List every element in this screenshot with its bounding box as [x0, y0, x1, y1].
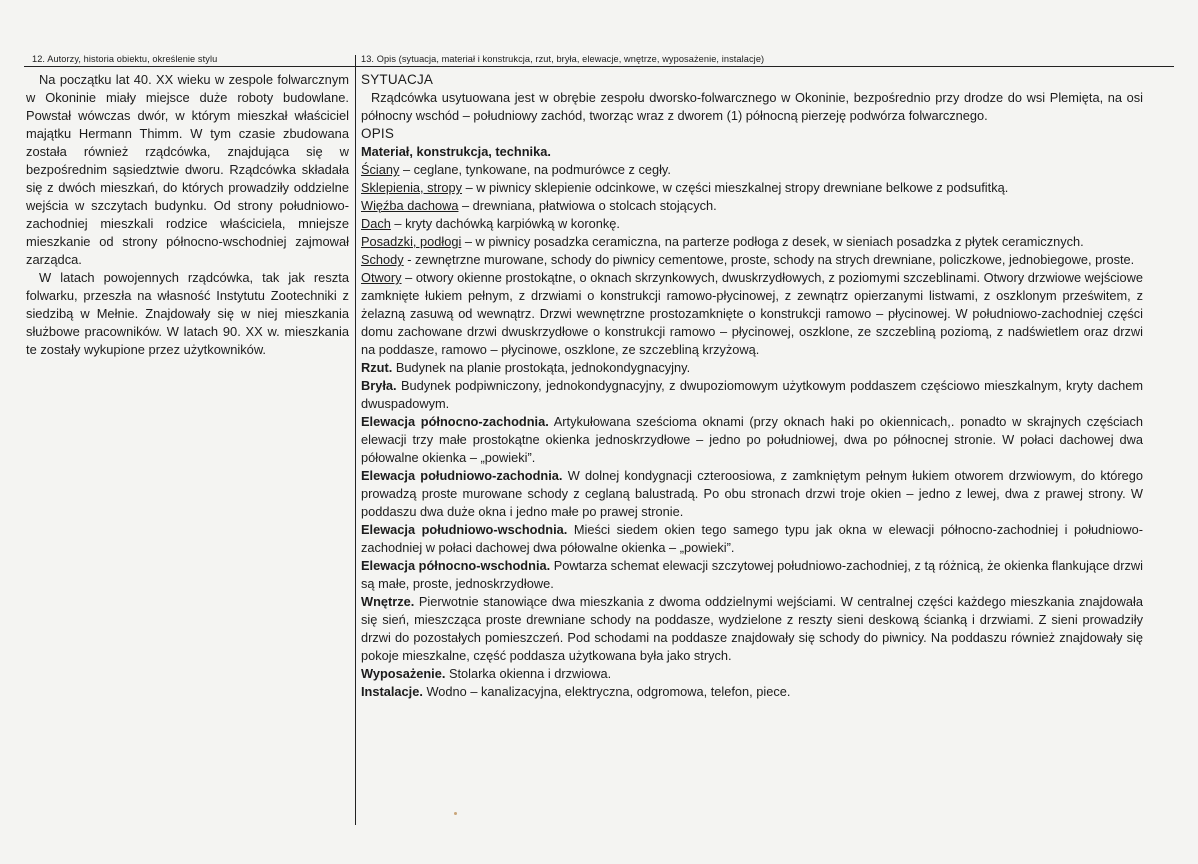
material-heading: Materiał, konstrukcja, technika. [361, 144, 551, 159]
section-elewacja-pd-wsch [361, 521, 1143, 557]
item-label: Więźba dachowa [361, 198, 459, 213]
section-label: Elewacja południowo-wschodnia. [361, 522, 568, 537]
header-rule [24, 66, 1174, 67]
sytuacja-text: Rządcówka usytuowana jest w obrębie zespołu dworsko-folwarcznego w Okoninie, bezpośrednio przy drodze do wsi Plemięta, na osi północny wschód – południowy zachód, tworząc wraz z dworem (1) północną pierzeję podwórza folwarcznego. [361, 90, 1143, 123]
item-text: – w piwnicy sklepienie odcinkowe, w części mieszkalnej stropy drewniane belkowe z podsufitką. [462, 180, 1009, 195]
item-text: – drewniana, płatwiowa o stolcach stojących. [458, 198, 717, 213]
sytuacja-heading: SYTUACJA [361, 72, 434, 87]
item-text: – ceglane, tynkowane, na podmurówce z cegły. [399, 162, 671, 177]
item-schody [361, 251, 1143, 269]
section-wyposazenie [361, 665, 1143, 683]
item-sklepienia [361, 179, 1143, 197]
item-posadzki [361, 233, 1143, 251]
item-text: - zewnętrzne murowane, schody do piwnicy cementowe, proste, schody na strych drewniane, policzkowe, jednobiegowe, proste. [403, 252, 1135, 267]
item-label: Schody [361, 252, 404, 267]
section-label: Elewacja północno-zachodnia. [361, 414, 549, 429]
section-label: Elewacja północno-wschodnia. [361, 558, 551, 573]
section-label: Elewacja południowo-zachodnia. [361, 468, 563, 483]
section-text: Powtarza schemat elewacji szczytowej południowo-zachodniej, z tą różnicą, że okienka flankujące drzwi są małe, proste, jednoskrzydłowe. [361, 558, 1143, 591]
section-text: W dolnej kondygnacji czteroosiowa, z zamkniętym pełnym łukiem otworem drzwiowym, do którego prowadzą proste murowane schody z ceglaną balustradą. Po obu stronach drzwi troje okien – jedno z lewej, dwa z prawej strony. W poddaszu dwa duże okna i jedno małe po prawej stronie. [361, 468, 1144, 519]
section-elewacja-pn-wsch [361, 557, 1143, 593]
section-instalacje [361, 683, 1143, 701]
section-text: Stolarka okienna i drzwiowa. [445, 666, 612, 681]
history-paragraph-1: Na początku lat 40. XX wieku w zespole folwarcznym w Okoninie miały miejsce duże roboty budowlane. Powstał wówczas dwór, w którym mieszkał właściciel majątku Hermann Thimm. W tym czasie zbudowana została również rządcówka, znajdująca się w bezpośrednim sąsiedztwie dworu. Rządcówka składała się z dwóch mieszkań, do których prowadziły oddzielne wejścia w szczytach budynku. Od strony południowo-zachodniej mieszkali rodzice właściciela, mniejsze mieszkanie od strony północno-wschodniej zajmował zarządca. [26, 72, 349, 267]
opis-heading: OPIS [361, 126, 395, 141]
section-text: Budynek podpiwniczony, jednokondygnacyjny, z dwupoziomowym użytkowym poddaszem częściowo mieszkalnym, kryty dachem dwuspadowym. [361, 378, 1143, 411]
section-elewacja-pn-zach [361, 413, 1143, 467]
section-text: Pierwotnie stanowiące dwa mieszkania z dwoma oddzielnymi wejściami. W centralnej części każdego mieszkania znajdowała się sień, mieszcząca proste drewniane schody na poddasze, wydzielone z reszty sieni deskową ścianką i drzwiami. Z sieni prowadziły drzwi do pozostałych pomieszczeń. Pod schodami na poddasze znajdowały się schody do piwnicy. Na poddaszu również znajdowały się pokoje mieszkalne, część poddasza użytkowana była jako strych. [361, 594, 1143, 663]
section-elewacja-pd-zach [361, 467, 1143, 521]
item-dach [361, 215, 1143, 233]
item-text: – w piwnicy posadzka ceramiczna, na parterze podłoga z desek, w sieniach posadzka z płytek ceramicznych. [461, 234, 1084, 249]
item-otwory [361, 269, 1143, 359]
item-wiezba [361, 197, 1143, 215]
item-label: Otwory [361, 270, 402, 285]
item-sciany [361, 161, 1143, 179]
section-text: Mieści siedem okien tego samego typu jak okna w elewacji północno-zachodniej i południowo-zachodniej w połaci dachowej dwa półowalne okienka – „powieki”. [361, 522, 1143, 555]
section-rzut [361, 359, 1143, 377]
item-text: – otwory okienne prostokątne, o oknach skrzynkowych, dwuskrzydłowych, z poziomymi szczeblinami. Otwory drzwiowe wejściowe zamknięte łukiem pełnym, z drzwiami o konstrukcji ramowo-płycinowej, z zewnątrz opierzanymi listwami, z oszklonym prześwitem, z żelazną zasuwą od wewnątrz. Drzwi wewnętrzne prostozamknięte o konstrukcji ramowo – płycinowej. W południowo-zachodniej części domu zachowane drzwi dwuskrzydłowe o konstrukcji ramowo – płycinowej, oszklone, ze szczebliną poziomą, z nadświetlem oraz drzwi na poddasze, ramowo – płycinowe, oszklone, ze szczebliną krzyżową. [361, 270, 1143, 357]
left-column-header: 12. Autorzy, historia obiektu, określenie stylu [32, 54, 218, 64]
column-divider [355, 55, 356, 825]
item-label: Ściany [361, 162, 400, 177]
description-column [361, 71, 1143, 701]
section-label: Wnętrze. [361, 594, 415, 609]
history-paragraph-2: W latach powojennych rządcówka, tak jak reszta folwarku, przeszła na własność Instytutu Zootechniki z siedzibą w Mełnie. Znajdowały się w niej mieszkania służbowe pracowników. W latach 90. XX w. mieszkania te zostały wykupione przez użytkowników. [26, 270, 349, 357]
section-label: Bryła. [361, 378, 397, 393]
history-column [26, 71, 349, 359]
section-bryla [361, 377, 1143, 413]
section-label: Instalacje. [361, 684, 423, 699]
section-wnetrze [361, 593, 1143, 665]
section-text: Budynek na planie prostokąta, jednokondygnacyjny. [392, 360, 691, 375]
item-label: Dach [361, 216, 391, 231]
item-text: – kryty dachówką karpiówką w koronkę. [390, 216, 620, 231]
item-label: Posadzki, podłogi [361, 234, 462, 249]
section-label: Rzut. [361, 360, 393, 375]
section-label: Wyposażenie. [361, 666, 446, 681]
right-column-header: 13. Opis (sytuacja, materiał i konstrukcja, rzut, bryła, elewacje, wnętrze, wyposażenie, instalacje) [361, 54, 765, 64]
item-label: Sklepienia, stropy [361, 180, 463, 195]
section-text: Wodno – kanalizacyjna, elektryczna, odgromowa, telefon, piece. [422, 684, 791, 699]
scan-speck [454, 812, 457, 815]
section-text: Artykułowana sześcioma oknami (przy oknach haki po okiennicach,. ponadto w skrajnych częściach elewacji trzy małe prostokątne okienka jednoskrzydłowe – jedno po południowej, dwa po północnej stronie. W połaci dachowej dwa półowalne okienka – „powieki”. [361, 414, 1143, 465]
